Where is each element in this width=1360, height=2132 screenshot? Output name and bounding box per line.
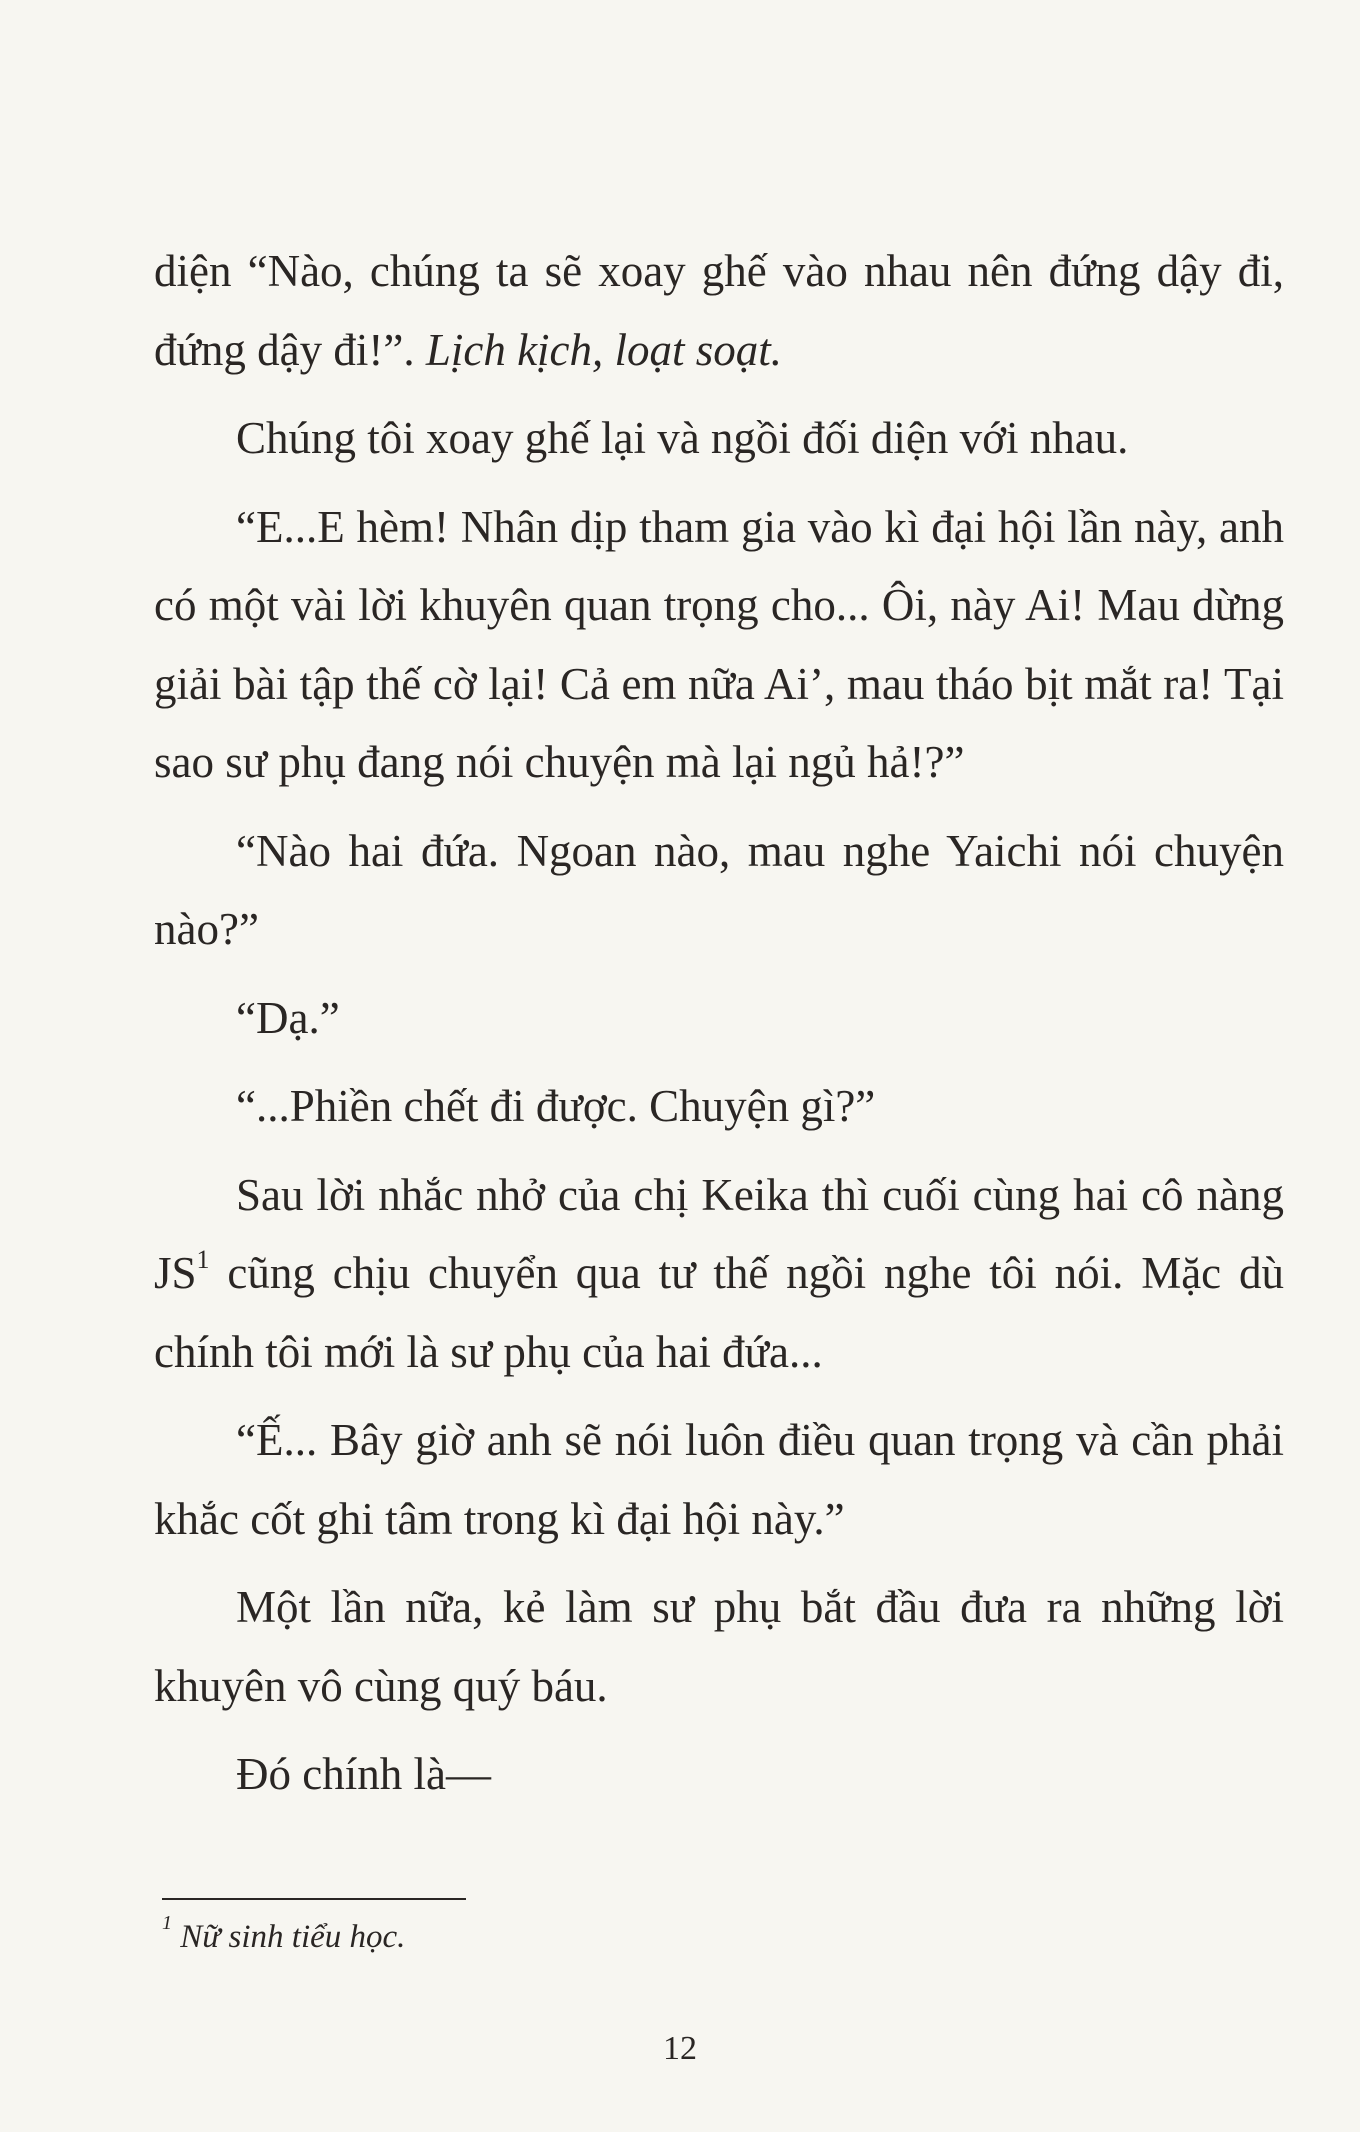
paragraph-1 xyxy=(154,232,1284,389)
paragraph-6: “...Phiền chết đi được. Chuyện gì?” xyxy=(236,1081,876,1131)
paragraph-5: “Dạ.” xyxy=(236,992,340,1043)
footnote-text: Nữ sinh tiểu học. xyxy=(172,1919,406,1955)
paragraph-2: Chúng tôi xoay ghế lại và ngồi đối diện với nhau. xyxy=(236,413,1129,463)
paragraph-1-italic: Lịch kịch, loạt soạt. xyxy=(425,324,783,375)
paragraph-4: “Nào hai đứa. Ngoan nào, mau nghe Yaichi nói chuyện nào?” xyxy=(154,825,1284,954)
paragraph-3: “E...E hèm! Nhân dịp tham gia vào kì đại hội lần này, anh có một vài lời khuyên quan trọng cho... Ôi, này Ai! Mau dừng giải bài tập thế cờ lại! Cả em nữa Ai’, mau tháo bịt mắt ra! Tại sao sư phụ đang nói chuyện mà lại ngủ hả!?” xyxy=(154,501,1284,787)
footnote-marker: 1 xyxy=(162,1912,172,1934)
paragraph-9: Một lần nữa, kẻ làm sư phụ bắt đầu đưa ra những lời khuyên vô cùng quý báu. xyxy=(154,1582,1284,1711)
page-number: 12 xyxy=(663,2030,697,2067)
paragraph-8: “Ế... Bây giờ anh sẽ nói luôn điều quan trọng và cần phải khắc cốt ghi tâm trong kì đại hội này.” xyxy=(154,1415,1284,1544)
paragraph-10: Đó chính là— xyxy=(236,1749,491,1799)
paragraph-7-before: Sau lời nhắc nhở của chị Keika thì cuối cùng hai cô nàng JS xyxy=(154,1169,1284,1298)
footnote-divider xyxy=(162,1898,466,1900)
paragraph-7 xyxy=(154,1156,1284,1392)
paragraph-7-after: cũng chịu chuyển qua tư thế ngồi nghe tôi nói. Mặc dù chính tôi mới là sư phụ của hai đứa... xyxy=(154,1248,1284,1377)
body-text xyxy=(154,232,1284,1824)
footnote-reference: 1 xyxy=(196,1245,210,1274)
footnote xyxy=(162,1912,405,1962)
paragraph-1-text: diện “Nào, chúng ta sẽ xoay ghế vào nhau nên đứng dậy đi, đứng dậy đi!”. xyxy=(154,246,1284,375)
